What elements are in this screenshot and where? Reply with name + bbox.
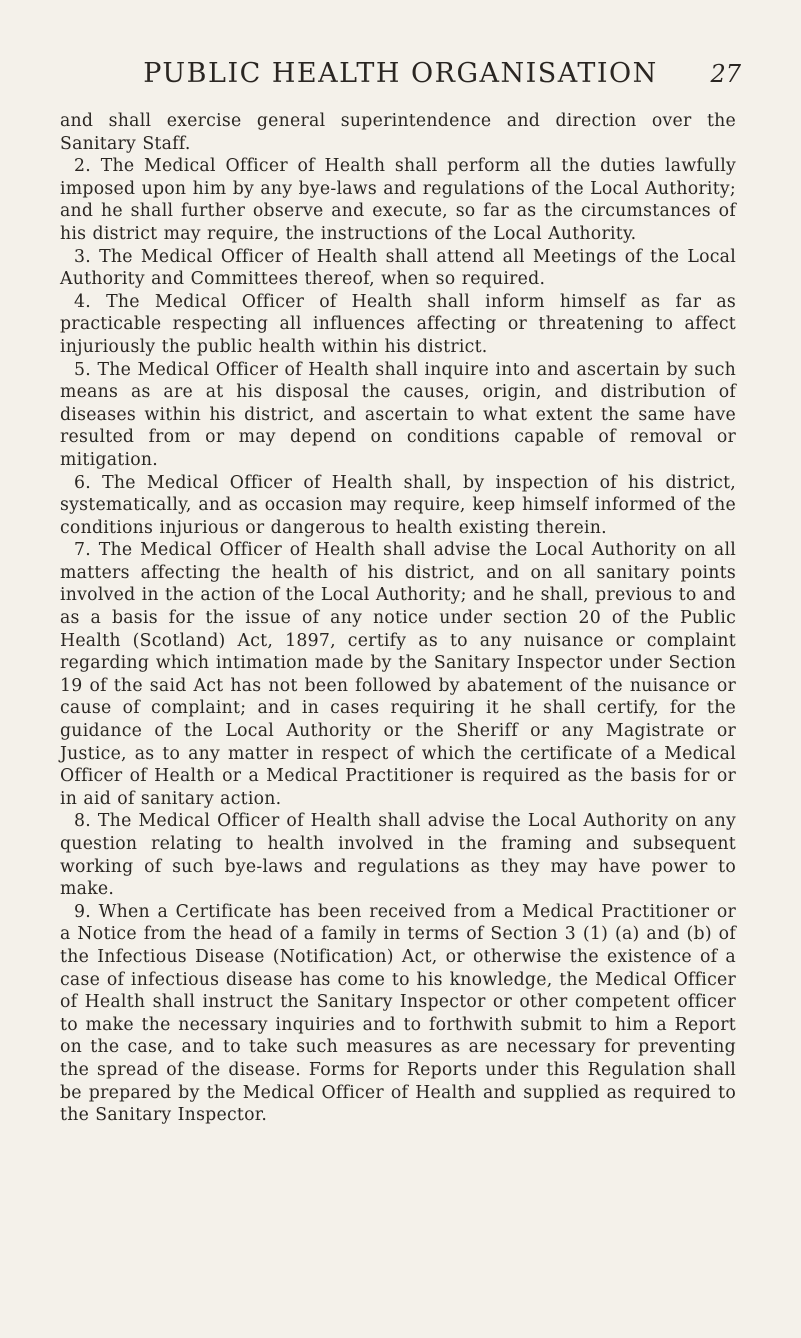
paragraph-text: and shall exercise general superintendence and direction over the Sanitary Staff. — [60, 111, 736, 154]
paragraph-6 — [60, 472, 736, 540]
paragraph-number: 6. — [74, 472, 91, 493]
paragraph-number: 2. — [74, 156, 91, 177]
paragraph-number: 9. — [74, 901, 91, 922]
paragraph-number: 3. — [74, 246, 91, 267]
paragraph-text: When a Certificate has been received from a Medical Practitioner or a Notice from the head of a family in terms of Section 3 (1) (a) and (b) of the Infectious Disease (Notification) Act, or otherwise the existence of a case of infectious disease has come to his knowledge, the Medical Officer of Health shall instruct the Sanitary Inspector or other competent officer to make the necessary inquiries and to forthwith submit to him a Report on the case, and to take such measures as are necessary for preventing the spread of the disease. Forms for Reports under this Regulation shall be prepared by the Medical Officer of Health and supplied as required to the Sanitary Inspector. — [60, 901, 737, 1126]
paragraph-number: 5. — [74, 359, 91, 380]
paragraph-text: The Medical Officer of Health shall advise the Local Authority on any question relating to health involved in the framing and subsequent working of such bye-laws and regulations as they may have power to make. — [60, 811, 736, 900]
page-number: 27 — [710, 60, 741, 88]
paragraph-2 — [60, 155, 736, 245]
paragraph-5 — [60, 359, 736, 472]
paragraph-number: 4. — [74, 291, 91, 312]
paragraph-8 — [60, 810, 736, 900]
paragraph-text: The Medical Officer of Health shall inquire into and ascertain by such means as are at his disposal the causes, origin, and distribution of diseases within his district, and ascertain to what extent the same have resulted from or may depend on conditions capable of removal or mitigation. — [60, 359, 737, 470]
paragraph-7 — [60, 539, 736, 810]
paragraph-text: The Medical Officer of Health shall perform all the duties lawfully imposed upon him by any bye-laws and regulations of the Local Authority; and he shall further observe and execute, so far as the circumstances of his district may require, the instructions of the Local Authority. — [60, 156, 736, 244]
paragraph-number: 8. — [74, 811, 91, 832]
running-title: PUBLIC HEALTH ORGANISATION — [143, 58, 658, 89]
paragraph-text: The Medical Officer of Health shall inform himself as far as practicable respecting all influences affecting or threatening to affect injuriously the public health within his district. — [60, 291, 736, 357]
paragraph-number: 7. — [74, 540, 91, 561]
paragraph-text: The Medical Officer of Health shall advise the Local Authority on all matters affecting the health of his district, and on all sanitary points involved in the action of the Local Authority; and he shall, previous to and as a basis for the issue of any notice under section 20 of the Public Health (Scotland) Act, 1897, certify as to any nuisance or complaint regarding which intimation made by the Sanitary Inspector under Section 19 of the said Act has not been followed by abatement of the nuisance or cause of complaint; and in cases requiring it he shall certify, for the guidance of the Local Authority or the Sheriff or any Magistrate or Justice, as to any matter in respect of which the certificate of a Medical Officer of Health or a Medical Practitioner is required as the basis for or in aid of sanitary action. — [60, 540, 736, 809]
paragraph-text: The Medical Officer of Health shall attend all Meetings of the Local Authority and Committees thereof, when so required. — [60, 246, 736, 290]
body-text — [60, 110, 736, 1127]
page-header — [0, 58, 801, 98]
paragraph-continuation — [60, 110, 736, 155]
paragraph-3 — [60, 246, 736, 291]
paragraph-4 — [60, 291, 736, 359]
paragraph-9 — [60, 901, 736, 1127]
paragraph-text: The Medical Officer of Health shall, by inspection of his district, systematically, and as occasion may require, keep himself informed of the conditions injurious or dangerous to health existing therein. — [60, 472, 737, 538]
